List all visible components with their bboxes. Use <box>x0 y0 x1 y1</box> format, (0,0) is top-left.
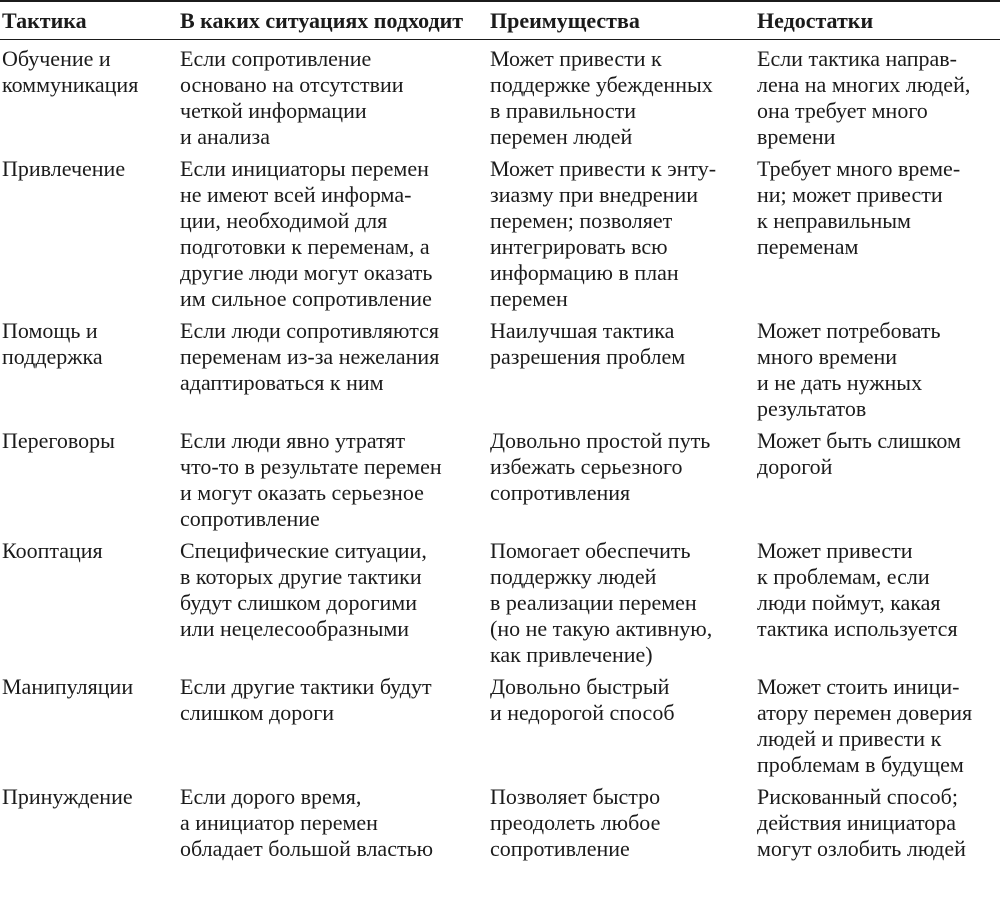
cell-tactic <box>0 150 170 312</box>
cell-text-line: переменам из-за нежелания <box>180 344 440 369</box>
cell-text-line: не имеют всей информа- <box>180 182 412 207</box>
cell-text-line: поддержке убежденных <box>490 72 713 97</box>
table-row <box>0 40 1000 151</box>
cell-text-line: зиазму при внедрении <box>490 182 698 207</box>
cell-text-line: будут слишком дорогими <box>180 590 417 615</box>
cell-text-line: Если тактика направ- <box>757 46 958 71</box>
cell-text-line: тактика используется <box>757 616 958 641</box>
cell-text-line: к неправильным <box>757 208 911 233</box>
cell-situation <box>170 532 480 668</box>
cell-text-line: избежать серьезного <box>490 454 683 479</box>
cell-text-line: разрешения проблем <box>490 344 686 369</box>
cell-text-line: Может привести к <box>490 46 662 71</box>
cell-text-line: Помощь и <box>2 318 98 343</box>
cell-text-line: лена на многих людей, <box>757 72 971 97</box>
cell-text-line: Может быть слишком <box>757 428 961 453</box>
cell-text-line: перемен людей <box>490 124 633 149</box>
header-tactic: Тактика <box>0 1 170 40</box>
cell-text-line: атору перемен доверия <box>757 700 973 725</box>
cell-tactic <box>0 668 170 778</box>
cell-text-line: другие люди могут оказать <box>180 260 433 285</box>
cell-situation <box>170 668 480 778</box>
cell-text-line: Специфические ситуации, <box>180 538 427 563</box>
cell-text-line: люди поймут, какая <box>757 590 941 615</box>
cell-disadvantages <box>747 778 1000 862</box>
cell-text-line: или нецелесообразными <box>180 616 410 641</box>
cell-text-line: Кооптация <box>2 538 103 563</box>
cell-advantages <box>480 668 747 778</box>
cell-text-line: сопротивление <box>180 506 320 531</box>
cell-text-line: в реализации перемен <box>490 590 697 615</box>
cell-text-line: людей и привести к <box>757 726 942 751</box>
cell-text-line: много времени <box>757 344 898 369</box>
cell-advantages <box>480 532 747 668</box>
cell-text-line: результатов <box>757 396 867 421</box>
cell-advantages <box>480 40 747 151</box>
table-row <box>0 532 1000 668</box>
cell-advantages <box>480 422 747 532</box>
cell-text-line: а инициатор перемен <box>180 810 378 835</box>
header-advantages: Преимущества <box>480 1 747 40</box>
cell-text-line: сопротивления <box>490 480 631 505</box>
cell-text-line: Рискованный способ; <box>757 784 958 809</box>
cell-situation <box>170 422 480 532</box>
cell-text-line: действия инициатора <box>757 810 957 835</box>
table-row <box>0 668 1000 778</box>
cell-text-line: она требует много <box>757 98 928 123</box>
cell-text-line: поддержка <box>2 344 103 369</box>
cell-text-line: информацию в план <box>490 260 679 285</box>
cell-text-line: ни; может привести <box>757 182 943 207</box>
cell-situation <box>170 150 480 312</box>
cell-text-line: Может стоить иници- <box>757 674 960 699</box>
cell-tactic <box>0 312 170 422</box>
cell-text-line: к проблемам, если <box>757 564 930 589</box>
cell-text-line: в правильности <box>490 98 637 123</box>
cell-text-line: могут озлобить людей <box>757 836 966 861</box>
cell-text-line: ции, необходимой для <box>180 208 388 233</box>
cell-text-line: Довольно быстрый <box>490 674 670 699</box>
cell-advantages <box>480 150 747 312</box>
cell-text-line: (но не такую активную, <box>490 616 713 641</box>
cell-text-line: Если люди сопротивляются <box>180 318 439 343</box>
cell-disadvantages <box>747 312 1000 422</box>
cell-disadvantages <box>747 40 1000 151</box>
cell-situation <box>170 778 480 862</box>
cell-text-line: как привлечение) <box>490 642 653 667</box>
cell-text-line: времени <box>757 124 836 149</box>
cell-disadvantages <box>747 532 1000 668</box>
cell-disadvantages <box>747 668 1000 778</box>
cell-text-line: Если дорого время, <box>180 784 362 809</box>
cell-text-line: перемен <box>490 286 568 311</box>
cell-text-line: Если инициаторы перемен <box>180 156 429 181</box>
cell-advantages <box>480 778 747 862</box>
cell-text-line: Переговоры <box>2 428 115 453</box>
cell-text-line: Привлечение <box>2 156 126 181</box>
table-row <box>0 778 1000 862</box>
cell-text-line: Может привести <box>757 538 913 563</box>
cell-text-line: интегрировать всю <box>490 234 668 259</box>
cell-text-line: Требует много време- <box>757 156 961 181</box>
table-header <box>0 1 1000 40</box>
cell-text-line: адаптироваться к ним <box>180 370 384 395</box>
cell-text-line: Может привести к энту- <box>490 156 717 181</box>
cell-text-line: Наилучшая тактика <box>490 318 675 343</box>
cell-text-line: Манипуляции <box>2 674 134 699</box>
table-row <box>0 312 1000 422</box>
cell-text-line: и анализа <box>180 124 270 149</box>
cell-text-line: им сильное сопротивление <box>180 286 432 311</box>
cell-situation <box>170 312 480 422</box>
cell-text-line: перемен; позволяет <box>490 208 673 233</box>
cell-text-line: Позволяет быстро <box>490 784 661 809</box>
cell-text-line: подготовки к переменам, а <box>180 234 430 259</box>
table-body <box>0 40 1000 863</box>
cell-text-line: преодолеть любое <box>490 810 661 835</box>
cell-situation <box>170 40 480 151</box>
cell-text-line: Если люди явно утратят <box>180 428 406 453</box>
cell-tactic <box>0 778 170 862</box>
cell-tactic <box>0 532 170 668</box>
cell-text-line: коммуникация <box>2 72 139 97</box>
cell-text-line: Если другие тактики будут <box>180 674 432 699</box>
cell-tactic <box>0 422 170 532</box>
cell-text-line: Обучение и <box>2 46 111 71</box>
cell-advantages <box>480 312 747 422</box>
header-disadvantages: Недостатки <box>747 1 1000 40</box>
cell-text-line: и могут оказать серьезное <box>180 480 424 505</box>
cell-text-line: дорогой <box>757 454 833 479</box>
cell-text-line: слишком дороги <box>180 700 335 725</box>
cell-text-line: сопротивление <box>490 836 630 861</box>
cell-text-line: в которых другие тактики <box>180 564 422 589</box>
cell-text-line: основано на отсутствии <box>180 72 404 97</box>
cell-text-line: Если сопротивление <box>180 46 372 71</box>
cell-text-line: переменам <box>757 234 859 259</box>
cell-text-line: поддержку людей <box>490 564 657 589</box>
cell-text-line: четкой информации <box>180 98 367 123</box>
header-row <box>0 1 1000 40</box>
cell-disadvantages <box>747 422 1000 532</box>
cell-text-line: Помогает обеспечить <box>490 538 691 563</box>
cell-text-line: и недорогой способ <box>490 700 675 725</box>
cell-text-line: обладает большой властью <box>180 836 434 861</box>
header-situation: В каких ситуациях подходит <box>170 1 480 40</box>
cell-text-line: проблемам в будущем <box>757 752 964 777</box>
cell-text-line: что-то в результате перемен <box>180 454 442 479</box>
table-row <box>0 422 1000 532</box>
cell-text-line: Довольно простой путь <box>490 428 711 453</box>
cell-disadvantages <box>747 150 1000 312</box>
cell-tactic <box>0 40 170 151</box>
table-row <box>0 150 1000 312</box>
cell-text-line: и не дать нужных <box>757 370 923 395</box>
cell-text-line: Может потребовать <box>757 318 941 343</box>
cell-text-line: Принуждение <box>2 784 133 809</box>
